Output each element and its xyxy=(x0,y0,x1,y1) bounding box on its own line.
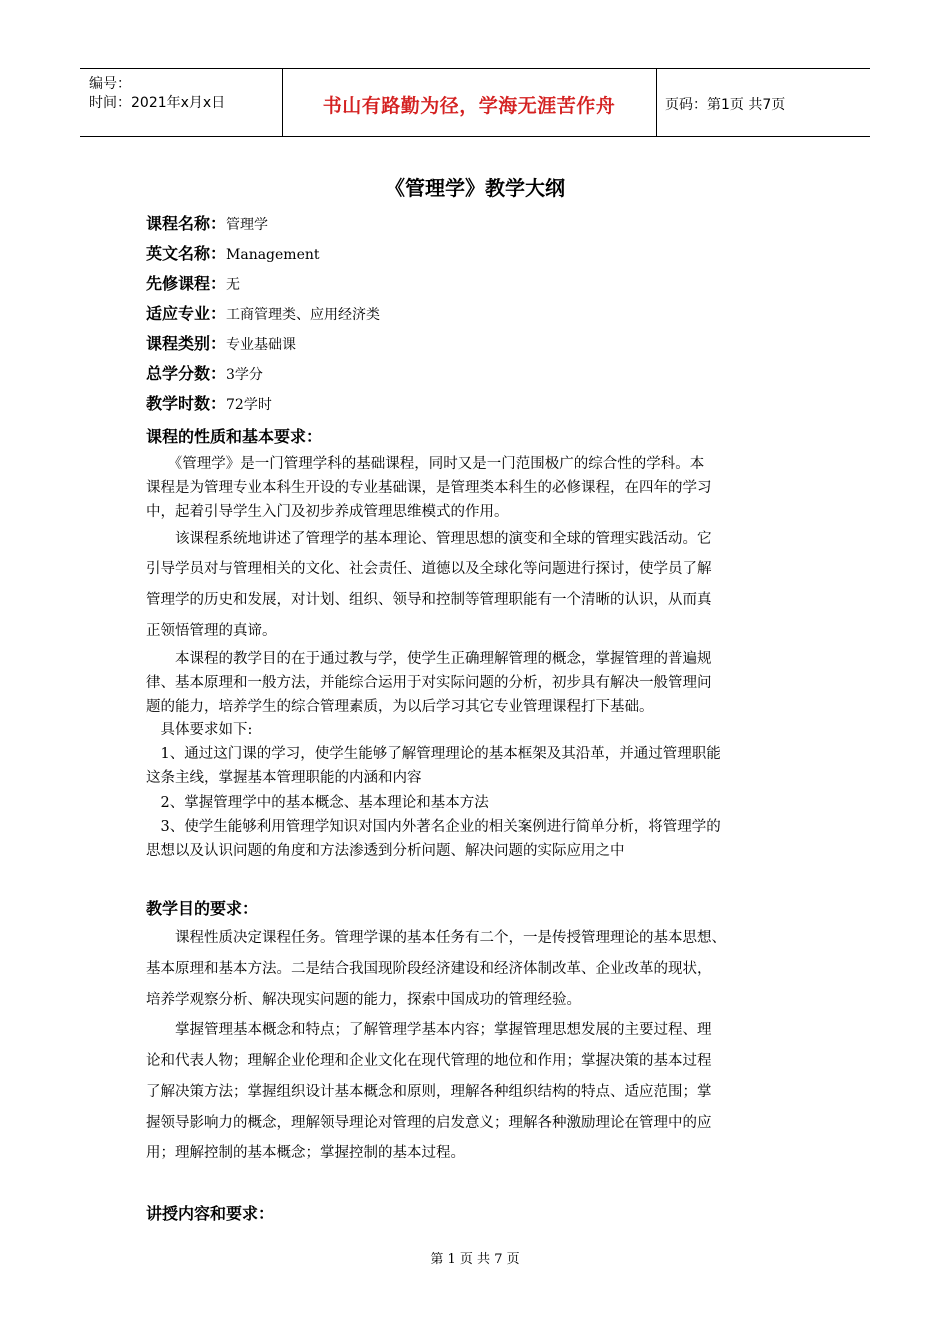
paragraph-line: 论和代表人物；理解企业伦理和企业文化在现代管理的地位和作用；掌握决策的基本过程 xyxy=(146,1053,712,1069)
paragraph-line: 《管理学》是一门管理学科的基础课程，同时又是一门范围极广的综合性的学科。本 xyxy=(146,456,705,472)
paragraph-line: 课程是为管理专业本科生开设的专业基础课，是管理类本科生的必修课程，在四年的学习 xyxy=(146,480,712,496)
document-number-label: 编号： xyxy=(89,76,131,92)
field-course-name: 课程名称：管理学 xyxy=(146,214,269,233)
paragraph-line: 了解决策方法；掌握组织设计基本概念和原则，理解各种组织结构的特点、适应范围；掌 xyxy=(146,1084,712,1100)
paragraph-line: 握领导影响力的概念，理解领导理论对管理的启发意义；理解各种激励理论在管理中的应 xyxy=(146,1115,712,1131)
field-hours: 教学时数：72学时 xyxy=(146,394,272,413)
paragraph-line: 这条主线，掌握基本管理职能的内涵和内容 xyxy=(146,770,422,786)
paragraph-line: 培养学观察分析、解决现实问题的能力，探索中国成功的管理经验。 xyxy=(146,992,581,1008)
header-motto-cell xyxy=(282,69,657,136)
document-date: 时间：2021年x月x日 xyxy=(89,95,226,111)
paragraph-line: 2、掌握管理学中的基本概念、基本理论和基本方法 xyxy=(146,795,489,811)
paragraph-line: 掌握管理基本概念和特点；了解管理学基本内容；掌握管理思想发展的主要过程、理 xyxy=(146,1022,712,1038)
paragraph-line: 1、通过这门课的学习，使学生能够了解管理理论的基本框架及其沿革，并通过管理职能 xyxy=(146,746,721,762)
paragraph-line: 思想以及认识问题的角度和方法渗透到分析问题、解决问题的实际应用之中 xyxy=(146,843,625,859)
section-heading-content: 讲授内容和要求： xyxy=(146,1204,275,1223)
paragraph-line: 本课程的教学目的在于通过教与学，使学生正确理解管理的概念，掌握管理的普遍规 xyxy=(146,651,712,667)
paragraph-line: 基本原理和基本方法。二是结合我国现阶段经济建设和经济体制改革、企业改革的现状， xyxy=(146,961,712,977)
header-page-info: 页码：第1页 共7页 xyxy=(665,97,786,113)
paragraph-line: 具体要求如下: xyxy=(146,722,253,738)
paragraph-line: 课程性质决定课程任务。管理学课的基本任务有二个，一是传授管理理论的基本思想、 xyxy=(146,930,726,946)
paragraph-line: 管理学的历史和发展，对计划、组织、领导和控制等管理职能有一个清晰的认识，从而真 xyxy=(146,592,712,608)
paragraph-line: 3、使学生能够利用管理学知识对国内外著名企业的相关案例进行简单分析，将管理学的 xyxy=(146,819,721,835)
field-category: 课程类别：专业基础课 xyxy=(146,334,297,353)
section-heading-objectives: 教学目的要求： xyxy=(146,899,259,918)
header-left-cell xyxy=(80,69,283,136)
paragraph-line: 中，起着引导学生入门及初步养成管理思维模式的作用。 xyxy=(146,504,509,520)
field-english-name: 英文名称：Management xyxy=(146,244,320,263)
paragraph-line: 引导学员对与管理相关的文化、社会责任、道德以及全球化等问题进行探讨，使学员了解 xyxy=(146,561,712,577)
paragraph-line: 该课程系统地讲述了管理学的基本理论、管理思想的演变和全球的管理实践活动。它 xyxy=(146,531,712,547)
paragraph-line: 用；理解控制的基本概念；掌握控制的基本过程。 xyxy=(146,1145,465,1161)
document-title: 《管理学》教学大纲 xyxy=(385,176,565,200)
page-header xyxy=(80,68,870,137)
field-credits: 总学分数：3学分 xyxy=(146,364,263,383)
section-heading-nature: 课程的性质和基本要求： xyxy=(146,427,323,446)
field-prerequisite: 先修课程：无 xyxy=(146,274,241,293)
paragraph-line: 题的能力，培养学生的综合管理素质，为以后学习其它专业管理课程打下基础。 xyxy=(146,699,654,715)
paragraph-line: 律、基本原理和一般方法，并能综合运用于对实际问题的分析，初步具有解决一般管理问 xyxy=(146,675,712,691)
paragraph-line: 正领悟管理的真谛。 xyxy=(146,623,277,639)
header-motto: 书山有路勤为径，学海无涯苦作舟 xyxy=(322,95,616,117)
field-major: 适应专业：工商管理类、应用经济类 xyxy=(146,304,381,323)
page-footer: 第 1 页 共 7 页 xyxy=(430,1252,520,1267)
